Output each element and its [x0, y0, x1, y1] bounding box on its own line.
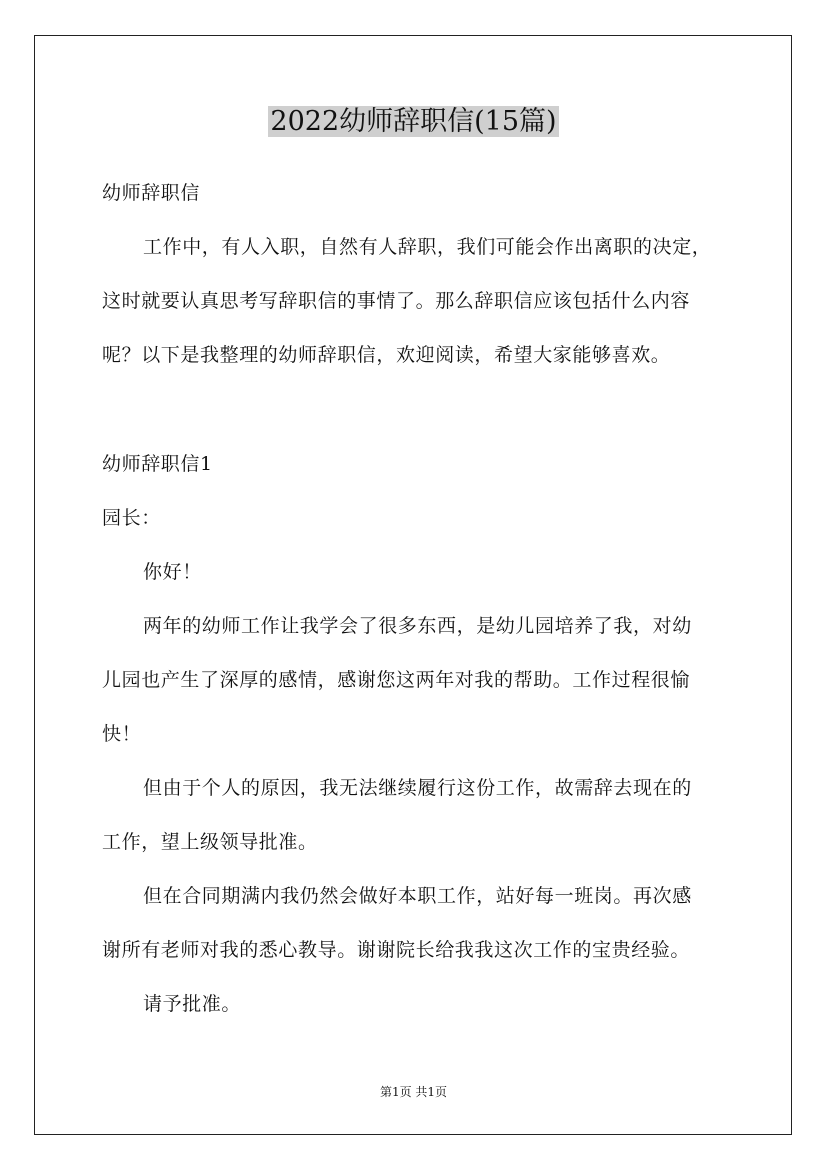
paragraph-3-line-2: 谢所有老师对我的悉心教导。谢谢院长给我我这次工作的宝贵经验。 [102, 939, 691, 961]
letter-greeting: 你好！ [143, 561, 202, 583]
paragraph-3-line-1: 但在合同期满内我仍然会做好本职工作，站好每一班岗。再次感 [143, 885, 692, 907]
paragraph-1-line-2: 儿园也产生了深厚的感情，感谢您这两年对我的帮助。工作过程很愉 [102, 669, 691, 691]
paragraph-1-line-3: 快！ [102, 723, 142, 745]
letter-closing: 请予批准。 [143, 993, 242, 1015]
letter-heading: 幼师辞职信1 [102, 453, 213, 475]
document-title [0, 102, 827, 142]
letter-salutation: 园长： [102, 507, 161, 529]
paragraph-1-line-1: 两年的幼师工作让我学会了很多东西，是幼儿园培养了我，对幼 [143, 615, 692, 637]
intro-line-2: 这时就要认真思考写辞职信的事情了。那么辞职信应该包括什么内容 [102, 290, 691, 312]
paragraph-2-line-2: 工作，望上级领导批准。 [102, 831, 318, 853]
intro-line-1: 工作中，有人入职，自然有人辞职，我们可能会作出离职的决定， [143, 236, 712, 258]
paragraph-2-line-1: 但由于个人的原因，我无法继续履行这份工作，故需辞去现在的 [143, 777, 692, 799]
intro-line-3: 呢？以下是我整理的幼师辞职信，欢迎阅读，希望大家能够喜欢。 [102, 344, 671, 366]
page-footer: 第1页 共1页 [379, 1085, 448, 1099]
document-title-text: 2022幼师辞职信(15篇) [270, 106, 557, 137]
section-heading: 幼师辞职信 [102, 182, 201, 204]
